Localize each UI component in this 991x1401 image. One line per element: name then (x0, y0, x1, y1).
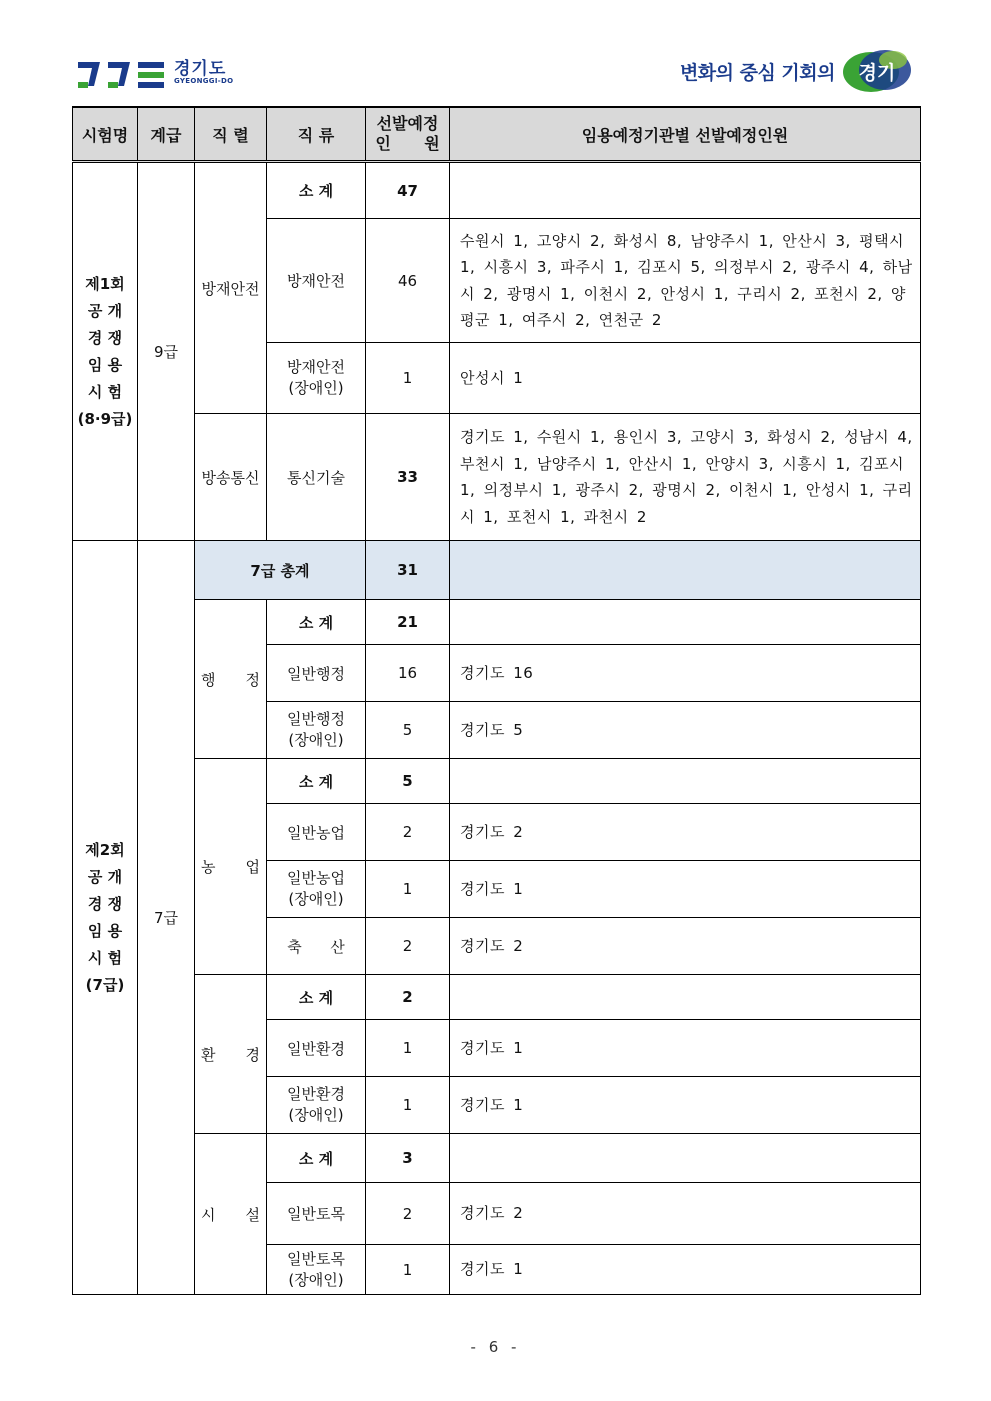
subtotal-label: 소 계 (267, 600, 366, 645)
exam1-name-line: 공 개 (87, 301, 123, 320)
series-char: 농 (201, 858, 216, 876)
exam1-name-line: 시 험 (87, 382, 123, 401)
table-row (73, 541, 921, 600)
agencies-cell (450, 759, 921, 804)
agencies-cell: 경기도 1 (450, 1245, 921, 1295)
series-cell (195, 1134, 267, 1295)
series-cell (195, 975, 267, 1134)
series-char: 업 (245, 858, 260, 876)
subtotal-count: 21 (366, 600, 450, 645)
table-row (73, 975, 921, 1020)
series-char: 경 (245, 1045, 260, 1064)
total-count: 31 (366, 541, 450, 600)
header-exam: 시험명 (73, 107, 138, 162)
series-char: 정 (245, 670, 260, 689)
agencies-cell: 경기도 1 (450, 1020, 921, 1077)
category-cell: 일반토목 (267, 1183, 366, 1245)
agencies-cell (450, 600, 921, 645)
subtotal-count: 5 (366, 759, 450, 804)
table-row (73, 759, 921, 804)
slogan-badge (841, 48, 913, 94)
header-count-line2: 인 원 (375, 134, 440, 153)
category-cell: 통신기술 (267, 414, 366, 541)
category-line: (장애인) (288, 379, 344, 397)
agencies-cell (450, 1134, 921, 1183)
count-cell: 1 (366, 1077, 450, 1134)
category-line: 방재안전 (287, 358, 345, 376)
subtotal-label: 소 계 (267, 975, 366, 1020)
slogan-badge-text: 경기 (858, 62, 896, 84)
agencies-cell: 경기도 1 (450, 861, 921, 918)
agencies-cell: 경기도 16 (450, 645, 921, 702)
subtotal-label: 소 계 (267, 759, 366, 804)
agencies-cell (450, 541, 921, 600)
agencies-cell: 경기도 1 (450, 1077, 921, 1134)
count-cell: 1 (366, 343, 450, 414)
logo-subtext: GYEONGGI-DO (174, 77, 234, 85)
logo-text: 경기도 (174, 59, 227, 79)
count-cell: 33 (366, 414, 450, 541)
series-char: 환 (201, 1045, 216, 1064)
agencies-cell: 수원시 1, 고양시 2, 화성시 8, 남양주시 1, 안산시 3, 평택시 1, 시흥시 3, 파주시 1, 김포시 5, 의정부시 2, 광주시 4, 하남시 2, 광명시 1, 이천시 2, 안성시 1, 구리시 2, 포천시 2, 양평군 1, 여주시 2, 연천군 2 (450, 219, 921, 343)
subtotal-count: 47 (366, 162, 450, 219)
exam2-name (73, 541, 138, 1295)
category-cell (267, 702, 366, 759)
table-header-row (73, 107, 921, 162)
recruitment-table (72, 106, 921, 1295)
table-row (73, 414, 921, 541)
header-agencies: 임용예정기관별 선발예정인원 (450, 107, 921, 162)
exam1-grade: 9급 (138, 162, 195, 541)
gyeonggi-logo (76, 54, 236, 94)
agencies-cell: 경기도 2 (450, 804, 921, 861)
series-cell (195, 759, 267, 975)
agencies-cell (450, 975, 921, 1020)
count-cell: 46 (366, 219, 450, 343)
subtotal-count: 2 (366, 975, 450, 1020)
category-cell (267, 861, 366, 918)
gyeonggi-logo-mark-icon (76, 58, 168, 90)
exam1-name-line: 경 쟁 (87, 328, 123, 347)
header-category: 직 류 (267, 107, 366, 162)
exam2-grade: 7급 (138, 541, 195, 1295)
series-char: 설 (245, 1205, 260, 1224)
slogan-text: 변화의 중심 기회의 (679, 61, 835, 84)
category-cell: 일반행정 (267, 645, 366, 702)
agencies-cell: 경기도 5 (450, 702, 921, 759)
exam2-name-line: 임 용 (87, 921, 123, 940)
subtotal-label: 소 계 (267, 162, 366, 219)
category-line: (장애인) (288, 1106, 344, 1124)
category-line: 일반환경 (287, 1085, 345, 1103)
exam1-series-b: 방송통신 (195, 414, 267, 541)
exam2-name-line: 제2회 (85, 840, 125, 859)
series-char: 행 (201, 670, 216, 689)
count-cell: 2 (366, 918, 450, 975)
series-char: 시 (201, 1205, 216, 1224)
category-cell (267, 1077, 366, 1134)
category-cell (267, 1245, 366, 1295)
category-line: 일반토목 (287, 1249, 345, 1268)
exam1-series-a: 방재안전 (195, 162, 267, 414)
category-line: (장애인) (288, 1270, 344, 1289)
category-line: 일반농업 (287, 869, 345, 887)
header-grade: 계급 (138, 107, 195, 162)
count-cell: 2 (366, 804, 450, 861)
table-row (73, 1134, 921, 1183)
count-cell: 2 (366, 1183, 450, 1245)
category-cell (267, 343, 366, 414)
page-number: - 6 - (470, 1338, 521, 1356)
category-cell: 일반환경 (267, 1020, 366, 1077)
header-series: 직 렬 (195, 107, 267, 162)
table-row (73, 600, 921, 645)
count-cell: 5 (366, 702, 450, 759)
exam1-name (73, 162, 138, 541)
exam1-name-line: (8·9급) (77, 409, 133, 428)
agencies-cell: 경기도 2 (450, 918, 921, 975)
category-line: (장애인) (288, 890, 344, 908)
count-cell: 16 (366, 645, 450, 702)
header-count (366, 107, 450, 162)
agencies-cell: 경기도 2 (450, 1183, 921, 1245)
category-cell: 일반농업 (267, 804, 366, 861)
agencies-cell: 경기도 1, 수원시 1, 용인시 3, 고양시 3, 화성시 2, 성남시 4, 부천시 1, 남양주시 1, 안산시 1, 안양시 3, 시흥시 1, 김포시 1, 의정부시 1, 광주시 2, 광명시 2, 이천시 1, 안성시 1, 구리시 1, 포천시 1, 과천시 2 (450, 414, 921, 541)
agencies-cell: 안성시 1 (450, 343, 921, 414)
header-count-line1: 선발예정 (376, 114, 439, 133)
slogan (680, 48, 913, 94)
subtotal-count: 3 (366, 1134, 450, 1183)
subtotal-label: 소 계 (267, 1134, 366, 1183)
series-cell (195, 600, 267, 759)
category-line: 일반행정 (287, 710, 345, 728)
total-label: 7급 총계 (195, 541, 366, 600)
category-cell: 방재안전 (267, 219, 366, 343)
exam2-name-line: 공 개 (87, 867, 123, 886)
exam1-name-line: 임 용 (87, 355, 123, 374)
page-header (0, 0, 991, 100)
exam2-name-line: 시 험 (87, 948, 123, 967)
category-line: (장애인) (288, 731, 344, 749)
exam2-name-line: (7급) (85, 975, 125, 994)
count-cell: 1 (366, 1020, 450, 1077)
exam2-name-line: 경 쟁 (87, 894, 123, 913)
count-cell: 1 (366, 1245, 450, 1295)
category-cell: 축 산 (267, 918, 366, 975)
exam1-name-line: 제1회 (85, 274, 125, 293)
table-row (73, 162, 921, 219)
agencies-cell (450, 162, 921, 219)
count-cell: 1 (366, 861, 450, 918)
